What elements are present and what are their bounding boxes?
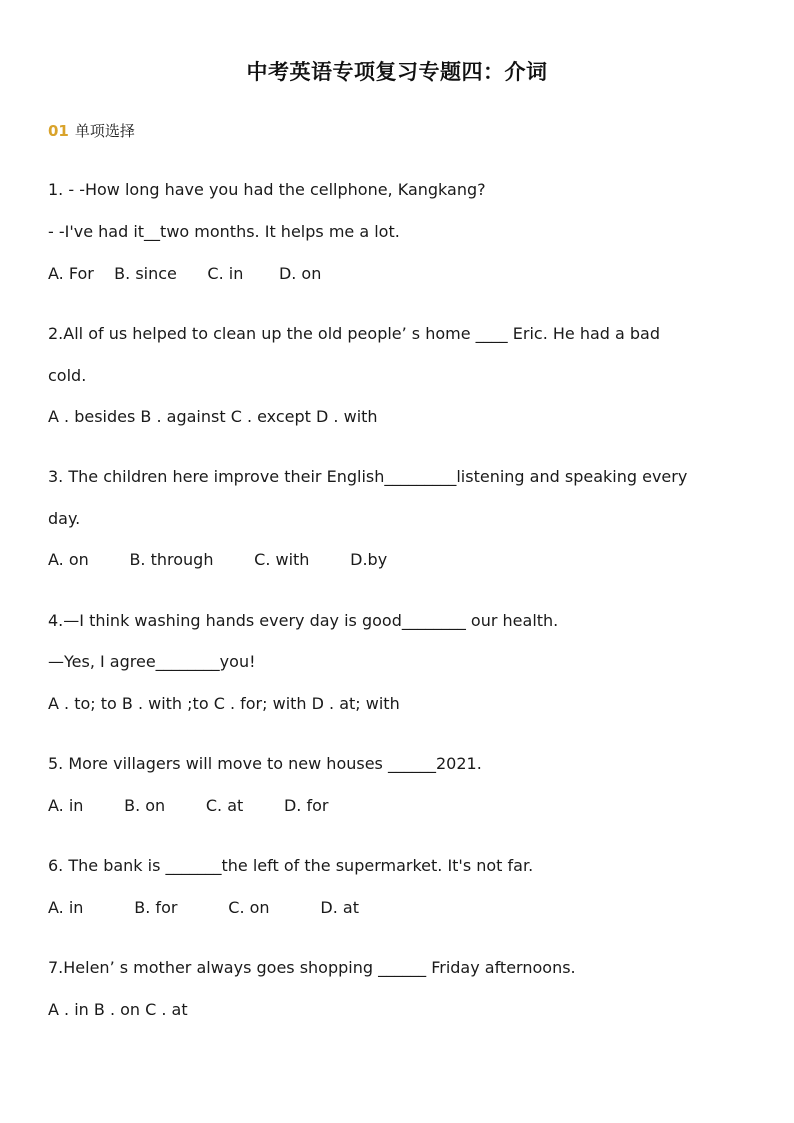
question-text: 3. The children here improve their English_________listening and speaking every: [48, 467, 688, 486]
question-text: 4.—I think washing hands every day is good________ our health.: [48, 611, 559, 630]
question-text: 2.All of us helped to clean up the old people’ s home ____ Eric. He had a bad: [48, 324, 661, 343]
question-text: 6. The bank is _______the left of the supermarket. It's not far.: [48, 856, 534, 875]
question-options: A. in B. for C. on D. at: [48, 898, 359, 917]
question-options: A. For B. since C. in D. on: [48, 264, 322, 283]
question-text: —Yes, I agree________you!: [48, 652, 256, 671]
question-text: cold.: [48, 366, 87, 385]
section-label: 单项选择: [74, 122, 135, 140]
question-text: 5. More villagers will move to new houses ______2021.: [48, 754, 482, 773]
question-text: - -I've had it__two months. It helps me a lot.: [48, 222, 400, 241]
question-options: A. on B. through C. with D.by: [48, 550, 388, 569]
question-options: A. in B. on C. at D. for: [48, 796, 329, 815]
question-text: 7.Helen’ s mother always goes shopping ______ Friday afternoons.: [48, 958, 576, 977]
question-options: A . to; to B . with ;to C . for; with D . at; with: [48, 694, 400, 713]
question-options: A . in B . on C . at: [48, 1000, 188, 1019]
question-text: day.: [48, 509, 81, 528]
section-heading: [48, 120, 135, 141]
question-text: 1. - -How long have you had the cellphone, Kangkang?: [48, 180, 486, 199]
page-title: 中考英语专项复习专题四：介词: [246, 60, 548, 84]
question-options: A . besides B . against C . except D . with: [48, 407, 378, 426]
section-number: 01: [48, 122, 69, 140]
